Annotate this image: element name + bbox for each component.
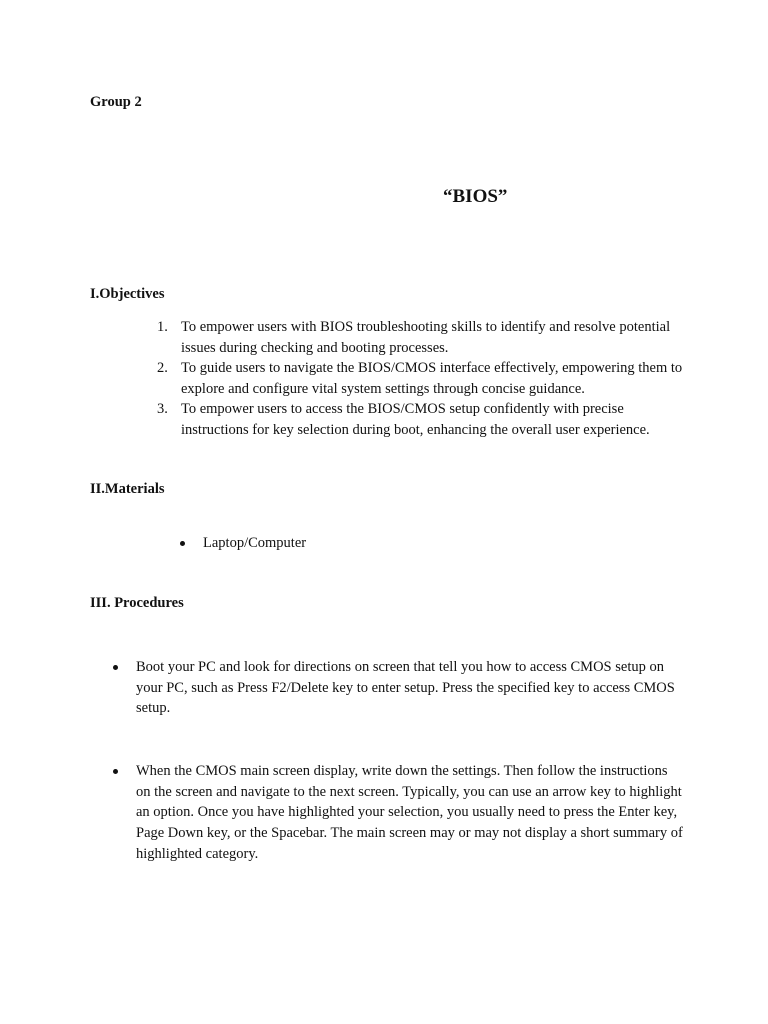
objective-text: To empower users with BIOS troubleshooting skills to identify and resolve potential issues during checking and booting processes.: [181, 319, 671, 356]
objective-text: To empower users to access the BIOS/CMOS setup confidently with precise instructions for key selection during boot, enhancing the overall user experience.: [181, 401, 650, 438]
procedure-item: [113, 761, 683, 865]
document-title: “BIOS”: [443, 186, 508, 207]
procedure-text: When the CMOS main screen display, write down the settings. Then follow the instructions on the screen and navigate to the next screen. Typically, you can use an arrow key to highlight an option. Once you have highlighted your selection, you usually need to press the Enter key, Page Down key, or the Spacebar. The main screen may or may not display a short summary of highlighted category.: [136, 763, 683, 862]
materials-heading: II.Materials: [90, 481, 165, 497]
material-item: [180, 533, 306, 553]
objectives-list: [150, 317, 690, 440]
procedures-heading-roman: III: [90, 595, 107, 611]
objective-item: [150, 399, 690, 440]
group-label: Group 2: [90, 94, 142, 110]
objective-text: To guide users to navigate the BIOS/CMOS interface effectively, empowering them to explore and configure vital system settings through concise guidance.: [181, 360, 683, 397]
bullet-icon: [113, 665, 118, 670]
objective-number: 2.: [157, 360, 168, 376]
procedure-text: Boot your PC and look for directions on screen that tell you how to access CMOS setup on your PC, such as Press F2/Delete key to enter setup. Press the specified key to access CMOS setup.: [136, 659, 675, 717]
materials-list: [180, 533, 306, 553]
procedures-list-second: [113, 761, 683, 865]
material-text: Laptop/Computer: [203, 535, 307, 551]
bullet-icon: [113, 769, 118, 774]
bullet-icon: [180, 541, 185, 546]
procedure-item: [113, 657, 683, 719]
procedures-heading-text: . Procedures: [106, 595, 184, 611]
procedures-list-first: [113, 657, 683, 719]
objective-number: 1.: [157, 319, 168, 335]
procedures-heading: [90, 595, 184, 612]
objectives-heading: I.Objectives: [90, 286, 165, 302]
objective-item: [150, 358, 690, 399]
objective-number: 3.: [157, 401, 168, 417]
objective-item: [150, 317, 690, 358]
